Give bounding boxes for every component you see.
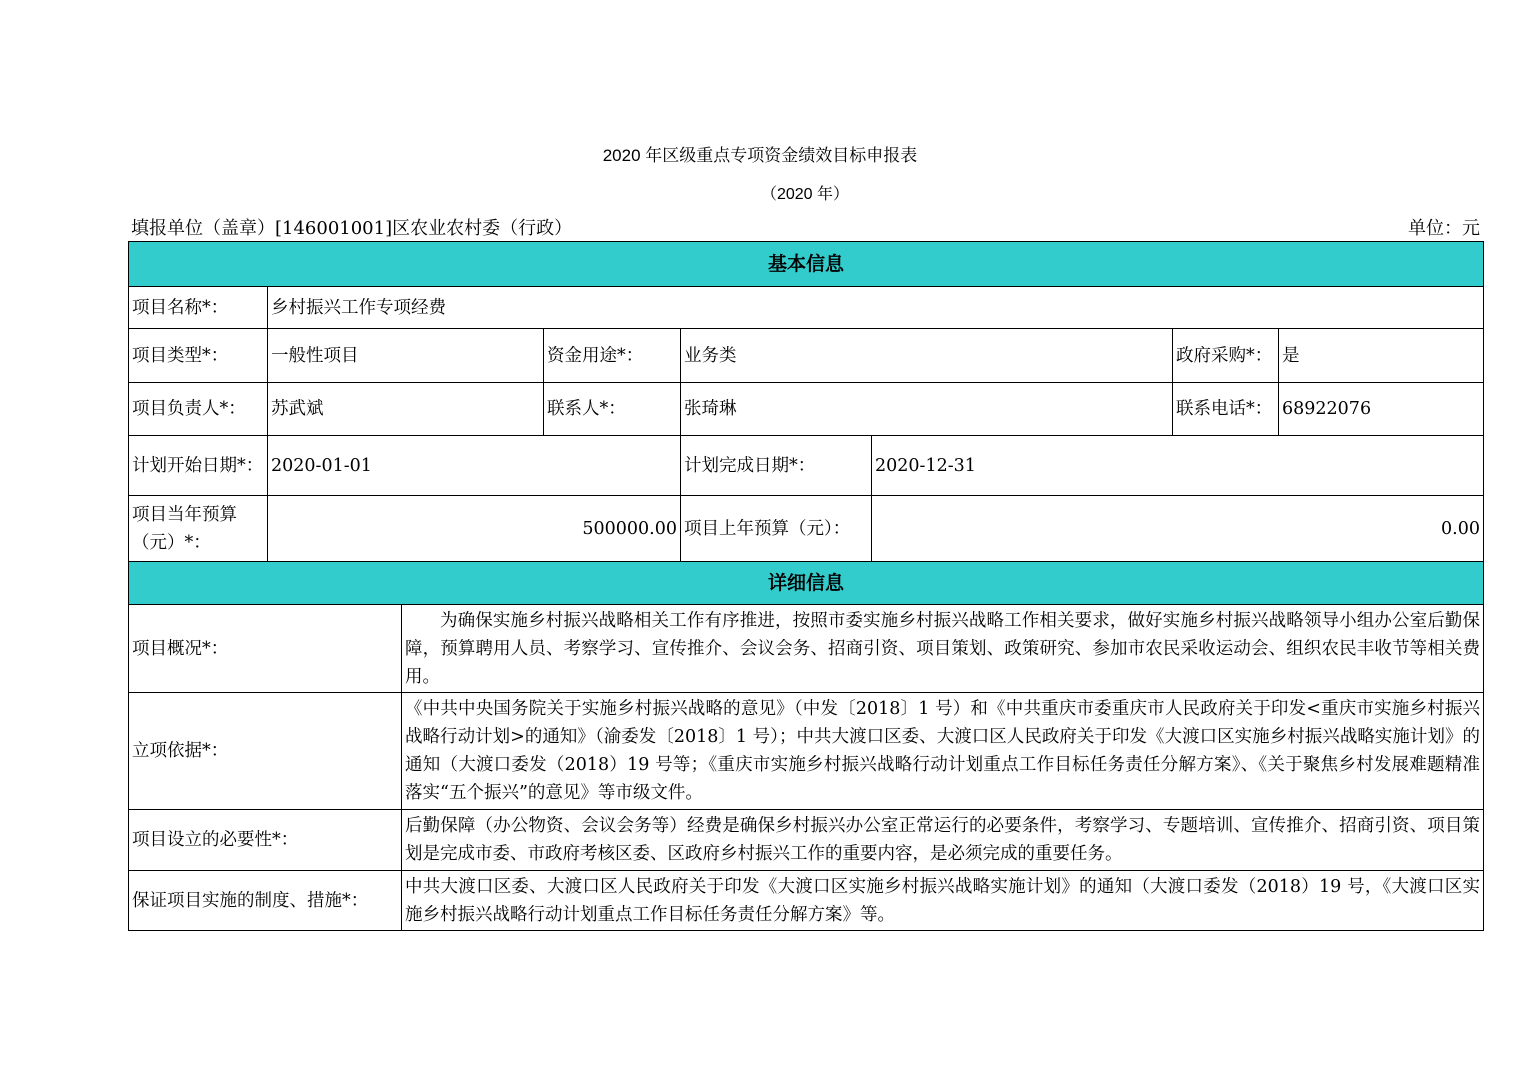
current-budget-value: 500000.00: [268, 496, 681, 562]
project-name-value: 乡村振兴工作专项经费: [268, 287, 1484, 329]
contact-phone-value: 68922076: [1279, 383, 1484, 436]
overview-label: 项目概况*：: [129, 605, 402, 693]
basis-value: 《中共中央国务院关于实施乡村振兴战略的意见》（中发〔2018〕1 号）和《中共重庆市委重庆市人民政府关于印发<重庆市实施乡村振兴战略行动计划>的通知》（渝委发〔2018〕1 号）；中共大渡口区委、大渡口区人民政府关于印发《大渡口区实施乡村振兴战略实施计划》的通知（大渡口委发（2018）19 号等；《重庆市实施乡村振兴战略行动计划重点工作目标任务责任分解方案》、《关于聚焦乡村发展难题精准落实“五个振兴”的意见》等市级文件。: [402, 693, 1484, 810]
project-leader-value: 苏武斌: [268, 383, 544, 436]
contact-person-value: 张琦琳: [681, 383, 1173, 436]
measures-value: 中共大渡口区委、大渡口区人民政府关于印发《大渡口区实施乡村振兴战略实施计划》的通知（大渡口委发（2018）19 号，《大渡口区实施乡村振兴战略行动计划重点工作目标任务责任分解方案》等。: [402, 871, 1484, 931]
application-form-table: [128, 241, 1484, 931]
fund-use-value: 业务类: [681, 329, 1173, 383]
plan-end-label: 计划完成日期*：: [681, 436, 872, 496]
currency-unit: 单位：元: [1408, 218, 1480, 239]
basis-label: 立项依据*：: [129, 693, 402, 810]
previous-budget-value: 0.00: [872, 496, 1484, 562]
plan-start-value: 2020-01-01: [268, 436, 681, 496]
filling-unit: 填报单位（盖章）[146001001]区农业农村委（行政）: [131, 218, 573, 239]
gov-purchase-value: 是: [1279, 329, 1484, 383]
project-type-value: 一般性项目: [268, 329, 544, 383]
measures-label: 保证项目实施的制度、措施*：: [129, 871, 402, 931]
previous-budget-label: 项目上年预算（元）：: [681, 496, 872, 562]
form-year: （2020 年）: [760, 186, 850, 203]
project-type-label: 项目类型*：: [129, 329, 268, 383]
necessity-label: 项目设立的必要性*：: [129, 810, 402, 871]
current-budget-label: 项目当年预算（元）*：: [129, 496, 268, 562]
overview-value: 为确保实施乡村振兴战略相关工作有序推进，按照市委实施乡村振兴战略工作相关要求，做好实施乡村振兴战略领导小组办公室后勤保障，预算聘用人员、考察学习、宣传推介、会议会务、招商引资、项目策划、政策研究、参加市农民采收运动会、组织农民丰收节等相关费用。: [402, 605, 1484, 693]
contact-person-label: 联系人*：: [544, 383, 681, 436]
project-leader-label: 项目负责人*：: [129, 383, 268, 436]
fund-use-label: 资金用途*：: [544, 329, 681, 383]
section-basic-info: 基本信息: [129, 242, 1484, 287]
plan-end-value: 2020-12-31: [872, 436, 1484, 496]
form-title: 2020 年区级重点专项资金绩效目标申报表: [602, 146, 918, 165]
necessity-value: 后勤保障（办公物资、会议会务等）经费是确保乡村振兴办公室正常运行的必要条件，考察学习、专题培训、宣传推介、招商引资、项目策划是完成市委、市政府考核区委、区政府乡村振兴工作的重要内容，是必须完成的重要任务。: [402, 810, 1484, 871]
gov-purchase-label: 政府采购*：: [1173, 329, 1279, 383]
contact-phone-label: 联系电话*：: [1173, 383, 1279, 436]
section-detail-info: 详细信息: [129, 562, 1484, 605]
project-name-label: 项目名称*：: [129, 287, 268, 329]
plan-start-label: 计划开始日期*：: [129, 436, 268, 496]
